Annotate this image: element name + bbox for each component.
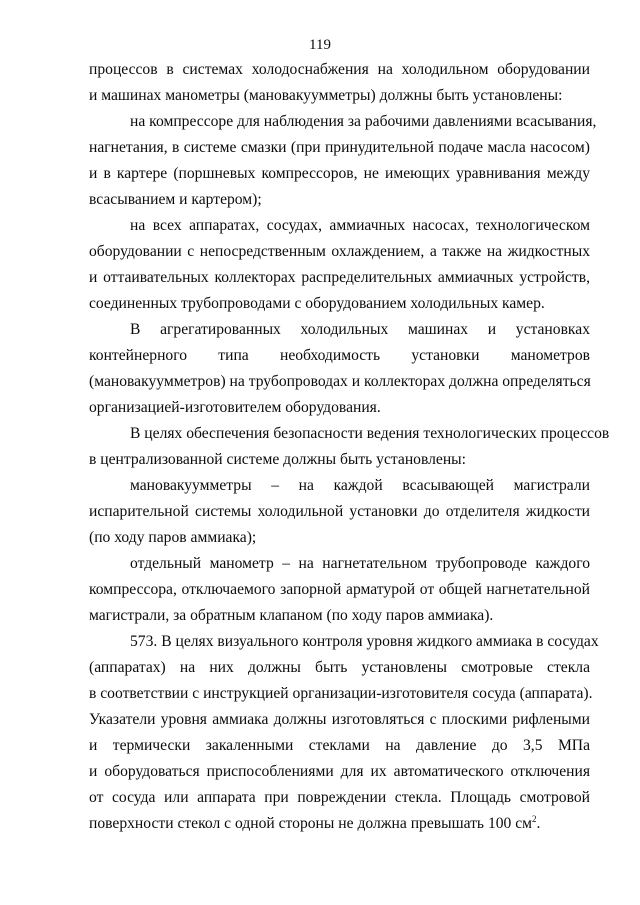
- text-line: (по ходу паров аммиака);: [89, 529, 257, 546]
- text-line: и машинах манометры (мановакуумметры) должны быть установлены:: [89, 87, 563, 104]
- text-line: в централизованной системе должны быть установлены:: [89, 451, 466, 468]
- text-line: контейнерного типа необходимость установки манометров: [89, 347, 590, 364]
- paragraph-1: [89, 109, 597, 213]
- text-line: всасыванием и картером);: [89, 191, 262, 208]
- text-line: компрессора, отключаемого запорной арматурой от общей нагнетательной: [89, 581, 590, 598]
- text-line: соединенных трубопроводами с оборудованием холодильных камер.: [89, 295, 545, 312]
- text-line: на компрессоре для наблюдения за рабочими давлениями всасывания,: [130, 113, 597, 130]
- body-text: [89, 57, 610, 837]
- text-line: нагнетания, в системе смазки (при принудительной подаче масла насосом): [89, 139, 590, 156]
- paragraph-0: [89, 57, 590, 109]
- text-line: В агрегатированных холодильных машинах и установках: [130, 321, 590, 338]
- paragraph-6: [89, 551, 590, 629]
- paragraph-4: [89, 421, 610, 473]
- page-number: 119: [309, 37, 331, 53]
- text-line: В целях обеспечения безопасности ведения технологических процессов: [130, 425, 610, 442]
- text-line: организацией-изготовителем оборудования.: [89, 399, 381, 416]
- text-line: отдельный манометр – на нагнетательном трубопроводе каждого: [130, 555, 590, 572]
- text-line: в соответствии с инструкцией организации-изготовителя сосуда (аппарата).: [89, 685, 593, 702]
- text-line: на всех аппаратах, сосудах, аммиачных насосах, технологическом: [130, 217, 590, 234]
- text-line: и в картере (поршневых компрессоров, не имеющих уравнивания между: [89, 165, 590, 182]
- text-line: магистрали, за обратным клапаном (по ходу паров аммиака).: [89, 607, 494, 624]
- text-line: испарительной системы холодильной установки до отделителя жидкости: [89, 503, 590, 520]
- final-line-text: поверхности стекол с одной стороны не должна превышать 100 см: [89, 815, 533, 832]
- text-line: и термически закаленными стеклами на давление до 3,5 МПа: [89, 737, 590, 754]
- paragraph-2: [89, 213, 590, 317]
- text-line: и оттаивательных коллекторах распределительных аммиачных устройств,: [89, 269, 590, 286]
- paragraph-5: [89, 473, 590, 551]
- text-line: (мановакуумметров) на трубопроводах и коллекторах должна определяться: [89, 373, 591, 390]
- text-line: 573. В целях визуального контроля уровня жидкого аммиака в сосудах: [130, 633, 599, 650]
- text-line: и оборудоваться приспособлениями для их автоматического отключения: [89, 763, 590, 780]
- text-line: процессов в системах холодоснабжения на холодильном оборудовании: [89, 61, 590, 78]
- text-line: Указатели уровня аммиака должны изготовляться с плоскими рифлеными: [89, 711, 590, 728]
- text-line: оборудовании с непосредственным охлаждением, а также на жидкостных: [89, 243, 590, 260]
- text-line-final: [89, 811, 590, 837]
- paragraph-7: [89, 629, 599, 837]
- text-line: от сосуда или аппарата при повреждении стекла. Площадь смотровой: [89, 789, 590, 806]
- paragraph-3: [89, 317, 590, 421]
- text-line: (аппаратах) на них должны быть установлены смотровые стекла: [89, 659, 590, 676]
- superscript-exponent: 2: [532, 814, 537, 824]
- text-line: мановакуумметры – на каждой всасывающей магистрали: [130, 477, 590, 494]
- final-line-suffix: .: [536, 815, 541, 832]
